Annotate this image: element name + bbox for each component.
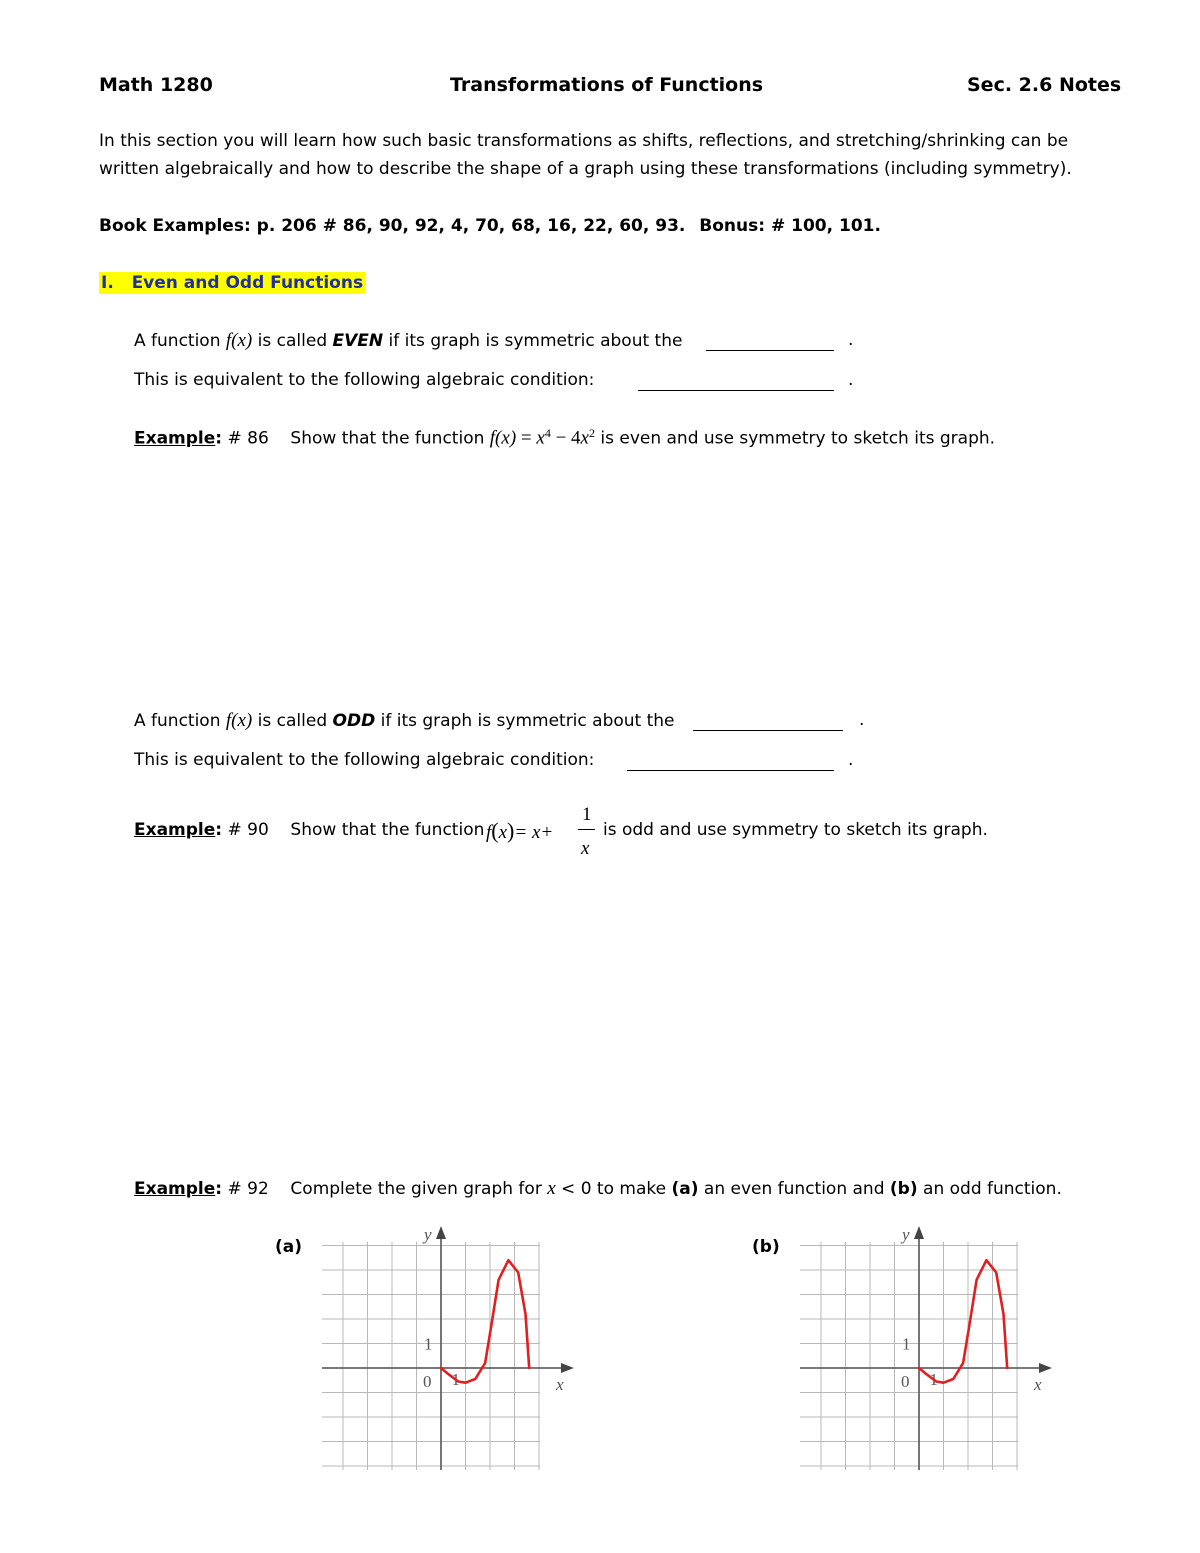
even-condition: This is equivalent to the following algebraic condition: xyxy=(134,370,595,390)
example-92-text-a: Complete the given graph for xyxy=(290,1179,548,1199)
example-86-number: # 86 xyxy=(227,428,269,449)
graph-b-label: (b) xyxy=(752,1237,780,1257)
example-86-eq: = xyxy=(516,427,537,449)
even-prefix: A function xyxy=(134,331,226,351)
graph-a-label: (a) xyxy=(275,1237,303,1257)
course-label: Math 1280 xyxy=(99,74,213,96)
book-examples xyxy=(99,216,881,236)
x-axis-arrow xyxy=(1039,1363,1052,1373)
odd-definition xyxy=(134,710,675,732)
odd-symmetry-blank[interactable] xyxy=(693,714,843,731)
example-92-text-b: < 0 to make xyxy=(555,1179,672,1199)
y-axis-label: y xyxy=(902,1225,910,1244)
odd-fx: f(x) xyxy=(225,710,253,731)
example-86-colon: : xyxy=(215,428,223,449)
section-title: Even and Odd Functions xyxy=(131,273,364,293)
x-axis-label: x xyxy=(1034,1375,1042,1394)
y-tick-label: 1 xyxy=(424,1334,433,1354)
y-axis-label: y xyxy=(424,1225,432,1244)
example-90-colon: : xyxy=(215,820,223,840)
section-label: Sec. 2.6 Notes xyxy=(967,74,1122,96)
odd-condition-blank[interactable] xyxy=(627,754,834,771)
origin-label: 0 xyxy=(423,1372,432,1391)
example-92-label: Example xyxy=(134,1179,216,1199)
example-86 xyxy=(134,426,995,450)
page-title: Transformations of Functions xyxy=(450,74,764,96)
even-period: . xyxy=(848,330,854,350)
example-90-f: f xyxy=(486,822,492,843)
intro-line-2: written algebraically and how to describe the shape of a graph using these transformations (including symmetry). xyxy=(99,159,1072,179)
graph-a[interactable] xyxy=(312,1220,582,1475)
even-condition-blank[interactable] xyxy=(638,374,834,391)
example-92-part-b: (b) xyxy=(889,1179,918,1199)
odd-condition: This is equivalent to the following algebraic condition: xyxy=(134,750,595,770)
example-86-exp2: 2 xyxy=(588,426,595,440)
even-condition-period: . xyxy=(848,370,854,390)
example-86-label: Example xyxy=(134,428,216,449)
bonus-text: # 100, 101. xyxy=(770,216,881,236)
odd-word: ODD xyxy=(332,711,376,731)
example-86-x2: x xyxy=(580,427,589,449)
example-86-exp4: 4 xyxy=(544,426,551,440)
even-symmetry-blank[interactable] xyxy=(706,334,834,351)
example-92-text-d: an odd function. xyxy=(917,1179,1062,1199)
odd-condition-period: . xyxy=(848,750,854,770)
example-92-text-c: an even function and xyxy=(698,1179,890,1199)
y-tick-label: 1 xyxy=(902,1334,911,1354)
example-90-formula: f(x)= x+ xyxy=(486,818,554,843)
example-92-var: x xyxy=(547,1178,556,1199)
book-examples-label: Book Examples: xyxy=(99,216,251,236)
example-86-suffix: is even and use symmetry to sketch its graph. xyxy=(594,428,996,449)
example-90-label: Example xyxy=(134,820,216,840)
x-axis-label: x xyxy=(556,1375,564,1394)
book-examples-text: p. 206 # 86, 90, 92, 4, 70, 68, 16, 22, 60, 93. xyxy=(256,216,686,236)
x-tick-label: 1 xyxy=(929,1370,938,1389)
section-numeral: I. xyxy=(101,273,114,293)
example-86-prefix: Show that the function xyxy=(290,428,490,449)
given-curve xyxy=(441,1260,529,1383)
example-92-colon: : xyxy=(215,1179,223,1199)
origin-label: 0 xyxy=(901,1372,910,1391)
example-92-number: # 92 xyxy=(227,1179,269,1199)
y-axis-arrow xyxy=(914,1226,924,1239)
section-heading xyxy=(99,272,365,294)
intro-line-1: In this section you will learn how such basic transformations as shifts, reflections, and stretching/shrinking can be xyxy=(99,131,1069,151)
even-fx: f(x) xyxy=(225,330,253,351)
bonus-label: Bonus: xyxy=(699,216,766,236)
even-suffix: if its graph is symmetric about the xyxy=(383,331,683,351)
even-mid: is called xyxy=(252,331,333,351)
even-word: EVEN xyxy=(332,331,384,351)
example-90-number: # 90 xyxy=(227,820,269,840)
even-definition xyxy=(134,330,682,352)
example-90-rhs: = x+ xyxy=(514,822,554,843)
example-90-suffix: is odd and use symmetry to sketch its graph. xyxy=(603,820,988,840)
odd-prefix: A function xyxy=(134,711,226,731)
graph-b[interactable] xyxy=(790,1220,1060,1475)
x-tick-label: 1 xyxy=(451,1370,460,1389)
example-90-lead xyxy=(134,820,484,840)
x-axis-arrow xyxy=(561,1363,574,1373)
example-90-prefix: Show that the function xyxy=(290,820,485,840)
y-axis-arrow xyxy=(436,1226,446,1239)
example-90-fraction-bar xyxy=(578,829,595,830)
odd-suffix: if its graph is symmetric about the xyxy=(375,711,675,731)
example-86-lhs: f(x) xyxy=(489,427,517,449)
example-90-numerator: 1 xyxy=(582,804,592,825)
odd-period: . xyxy=(859,710,865,730)
example-86-x: x xyxy=(536,427,545,449)
odd-mid: is called xyxy=(252,711,333,731)
example-90-x: x xyxy=(498,822,508,843)
example-86-minus: − 4 xyxy=(550,427,581,449)
example-92-part-a: (a) xyxy=(671,1179,699,1199)
example-92 xyxy=(134,1178,1062,1200)
given-curve xyxy=(919,1260,1007,1383)
example-90-denominator: x xyxy=(581,838,590,859)
